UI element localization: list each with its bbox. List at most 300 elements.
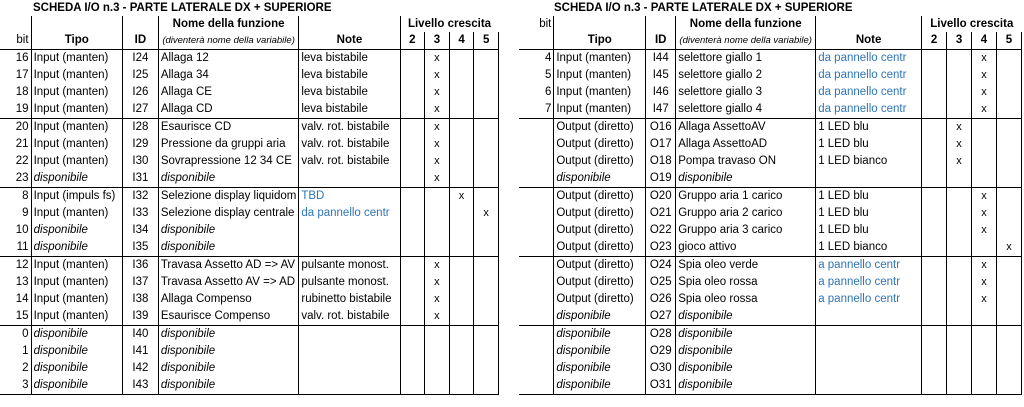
- cell-id: I36: [122, 257, 158, 275]
- cell-note: da pannello centr: [816, 101, 922, 119]
- cell-level-4: x: [972, 84, 997, 101]
- cell-level-2: [922, 67, 947, 84]
- cell-tipo: Output (diretto): [554, 188, 646, 206]
- cell-note: a pannello centr: [816, 257, 922, 275]
- cell-note: [299, 377, 400, 395]
- cell-id: I41: [122, 343, 158, 360]
- table-body: [0, 50, 499, 395]
- cell-nome: selettore giallo 3: [676, 84, 816, 101]
- cell-bit: 4: [544, 52, 552, 64]
- table-body: [519, 50, 1022, 395]
- io-sheet-right: [519, 0, 1022, 395]
- cell-level-3: [425, 188, 450, 206]
- cell-level-5: [996, 257, 1021, 275]
- cell-bit: 18: [15, 86, 29, 98]
- cell-id: I43: [122, 377, 158, 395]
- cell-tipo: disponibile: [554, 377, 646, 395]
- cell-level-3: [947, 84, 972, 101]
- cell-bit: 14: [15, 293, 29, 305]
- cell-nome: selettore giallo 2: [676, 67, 816, 84]
- cell-level-5: [996, 308, 1021, 326]
- cell-id: I35: [122, 239, 158, 257]
- cell-level-5: [996, 205, 1021, 222]
- cell-level-5: [474, 84, 499, 101]
- cell-level-3: [947, 257, 972, 275]
- cell-level-5: [474, 257, 499, 275]
- cell-level-4: x: [972, 274, 997, 291]
- table-row: [0, 205, 499, 222]
- cell-tipo: Output (diretto): [554, 205, 646, 222]
- cell-bit: 3: [0, 377, 31, 395]
- table-row: [519, 188, 1022, 206]
- cell-nome: selettore giallo 4: [676, 101, 816, 119]
- cell-id: I24: [122, 50, 158, 68]
- cell-note: 1 LED blu: [816, 119, 922, 137]
- table-row: [0, 84, 499, 101]
- cell-level-3: [947, 222, 972, 239]
- cell-level-5: [996, 84, 1021, 101]
- cell-level-5: [996, 188, 1021, 206]
- cell-tipo: Output (diretto): [554, 274, 646, 291]
- cell-nome: Esaurisce Compenso: [158, 308, 299, 326]
- cell-level-5: [996, 119, 1021, 137]
- table-row: [0, 50, 499, 68]
- cell-id: I26: [122, 84, 158, 101]
- cell-level-2: [922, 84, 947, 101]
- cell-level-2: [922, 222, 947, 239]
- cell-note: rubinetto bistabile: [299, 291, 400, 308]
- cell-bit: 17: [15, 69, 29, 81]
- cell-id: I32: [122, 188, 158, 206]
- cell-level-4: [972, 119, 997, 137]
- cell-nome: Allaga Compenso: [158, 291, 299, 308]
- cell-nome: selettore giallo 1: [676, 50, 816, 68]
- header-level-3: 3: [425, 32, 450, 50]
- cell-id: O24: [646, 257, 676, 275]
- cell-id: I27: [122, 101, 158, 119]
- cell-note: TBD: [299, 188, 400, 206]
- cell-bit: [519, 257, 554, 275]
- header-level-5: 5: [474, 32, 499, 50]
- table-row: [519, 291, 1022, 308]
- cell-id: O28: [646, 326, 676, 344]
- cell-bit: [519, 326, 554, 344]
- cell-level-5: [996, 291, 1021, 308]
- cell-level-3: [947, 239, 972, 257]
- cell-note: 1 LED blu: [816, 188, 922, 206]
- cell-level-3: x: [425, 257, 450, 275]
- table-row: [0, 239, 499, 257]
- table-row: [0, 67, 499, 84]
- cell-note: [299, 170, 400, 188]
- cell-id: I37: [122, 274, 158, 291]
- cell-level-2: [922, 153, 947, 170]
- cell-tipo: Input (manten): [31, 84, 122, 101]
- table-row: [0, 291, 499, 308]
- cell-note: [816, 377, 922, 395]
- cell-level-4: [449, 119, 474, 137]
- cell-bit: 20: [15, 121, 29, 133]
- cell-nome: disponibile: [676, 308, 816, 326]
- table-row: [0, 119, 499, 137]
- cell-level-3: [947, 188, 972, 206]
- table-row: [519, 308, 1022, 326]
- cell-tipo: disponibile: [554, 360, 646, 377]
- cell-tipo: Input (manten): [31, 50, 122, 68]
- cell-note: [816, 343, 922, 360]
- cell-level-2: [400, 170, 425, 188]
- cell-level-4: [972, 308, 997, 326]
- header-level-3: 3: [947, 32, 972, 50]
- cell-level-5: [474, 136, 499, 153]
- cell-nome: disponibile: [676, 326, 816, 344]
- cell-level-4: [449, 101, 474, 119]
- header-tipo: Tipo: [554, 32, 646, 50]
- header-nome: Nome della funzione: [158, 16, 299, 32]
- cell-level-2: [400, 188, 425, 206]
- cell-level-3: x: [425, 67, 450, 84]
- cell-level-3: [947, 291, 972, 308]
- cell-tipo: Input (manten): [554, 67, 646, 84]
- cell-nome: disponibile: [676, 377, 816, 395]
- cell-level-3: [425, 360, 450, 377]
- cell-tipo: Input (manten): [31, 119, 122, 137]
- cell-level-2: [922, 101, 947, 119]
- cell-level-3: x: [947, 136, 972, 153]
- cell-level-4: x: [449, 188, 474, 206]
- cell-tipo: Input (manten): [31, 67, 122, 84]
- cell-level-2: [400, 377, 425, 395]
- table-row: [0, 377, 499, 395]
- table-row: [0, 360, 499, 377]
- cell-level-4: [449, 67, 474, 84]
- cell-level-2: [922, 50, 947, 68]
- cell-nome: Gruppo aria 3 carico: [676, 222, 816, 239]
- io-table: [519, 16, 1022, 395]
- table-row: [0, 136, 499, 153]
- cell-tipo: Output (diretto): [554, 153, 646, 170]
- cell-level-3: x: [425, 291, 450, 308]
- header-level-4: 4: [972, 32, 997, 50]
- cell-id: I30: [122, 153, 158, 170]
- cell-level-2: [922, 360, 947, 377]
- cell-level-3: [425, 343, 450, 360]
- cell-level-2: [922, 377, 947, 395]
- cell-level-3: [425, 326, 450, 344]
- cell-note: valv. rot. bistabile: [299, 119, 400, 137]
- header-level-5: 5: [996, 32, 1021, 50]
- cell-level-5: [996, 170, 1021, 188]
- cell-level-3: [425, 377, 450, 395]
- cell-level-4: [449, 291, 474, 308]
- table-row: [0, 222, 499, 239]
- cell-note: [299, 360, 400, 377]
- cell-nome: disponibile: [158, 377, 299, 395]
- cell-level-2: [922, 291, 947, 308]
- cell-tipo: Input (manten): [31, 153, 122, 170]
- cell-id: I46: [646, 84, 676, 101]
- cell-tipo: Output (diretto): [554, 136, 646, 153]
- cell-nome: disponibile: [158, 170, 299, 188]
- cell-level-5: [996, 343, 1021, 360]
- table-row: [519, 205, 1022, 222]
- cell-bit: 12: [15, 259, 29, 271]
- cell-level-3: x: [425, 153, 450, 170]
- cell-level-5: [474, 377, 499, 395]
- header-level-2: 2: [922, 32, 947, 50]
- cell-level-3: [947, 50, 972, 68]
- cell-tipo: Input (manten): [31, 101, 122, 119]
- cell-tipo: disponibile: [31, 343, 122, 360]
- cell-id: I28: [122, 119, 158, 137]
- cell-level-4: x: [972, 188, 997, 206]
- table-row: [519, 343, 1022, 360]
- cell-level-4: x: [972, 205, 997, 222]
- header-level-4: 4: [449, 32, 474, 50]
- table-row: [0, 308, 499, 326]
- header-id: ID: [646, 32, 676, 50]
- cell-bit: 9: [22, 207, 29, 219]
- cell-level-5: [996, 222, 1021, 239]
- cell-level-4: [449, 257, 474, 275]
- cell-note: 1 LED bianco: [816, 153, 922, 170]
- cell-level-2: [400, 343, 425, 360]
- cell-level-4: [449, 222, 474, 239]
- table-row: [519, 222, 1022, 239]
- cell-level-5: [474, 343, 499, 360]
- cell-level-2: [922, 274, 947, 291]
- cell-bit: [519, 343, 554, 360]
- cell-level-3: [947, 170, 972, 188]
- cell-nome: Travasa Assetto AD => AV: [158, 257, 299, 275]
- cell-note: da pannello centr: [299, 205, 400, 222]
- cell-level-5: [474, 239, 499, 257]
- cell-bit: 13: [15, 276, 29, 288]
- cell-level-3: [947, 308, 972, 326]
- cell-level-4: [972, 170, 997, 188]
- cell-note: [299, 343, 400, 360]
- cell-note: [299, 326, 400, 344]
- cell-bit: 1: [22, 345, 29, 357]
- cell-level-2: [400, 101, 425, 119]
- cell-level-3: x: [425, 274, 450, 291]
- cell-level-4: x: [972, 50, 997, 68]
- cell-bit: 22: [15, 155, 29, 167]
- cell-level-5: [474, 101, 499, 119]
- cell-level-4: [972, 377, 997, 395]
- cell-tipo: disponibile: [554, 326, 646, 344]
- cell-tipo: Input (impuls fs): [31, 188, 122, 206]
- io-sheet-left: [0, 0, 499, 395]
- cell-level-2: [922, 239, 947, 257]
- cell-tipo: Input (manten): [31, 291, 122, 308]
- cell-nome: disponibile: [158, 343, 299, 360]
- cell-id: I31: [122, 170, 158, 188]
- cell-id: O23: [646, 239, 676, 257]
- cell-bit: [519, 239, 554, 257]
- cell-level-5: x: [474, 205, 499, 222]
- cell-id: O20: [646, 188, 676, 206]
- cell-nome: disponibile: [676, 170, 816, 188]
- cell-note: 1 LED blu: [816, 205, 922, 222]
- cell-level-4: [972, 153, 997, 170]
- cell-level-2: [400, 222, 425, 239]
- cell-nome: disponibile: [676, 360, 816, 377]
- cell-level-3: [947, 205, 972, 222]
- cell-note: leva bistabile: [299, 84, 400, 101]
- cell-level-3: x: [425, 50, 450, 68]
- table-row: [519, 326, 1022, 344]
- cell-bit: [519, 119, 554, 137]
- cell-level-3: [947, 274, 972, 291]
- cell-nome: Allaga CE: [158, 84, 299, 101]
- cell-id: O26: [646, 291, 676, 308]
- cell-tipo: disponibile: [554, 308, 646, 326]
- cell-tipo: disponibile: [31, 239, 122, 257]
- cell-level-3: x: [425, 136, 450, 153]
- cell-nome: Allaga AssettoAD: [676, 136, 816, 153]
- cell-note: pulsante monost.: [299, 257, 400, 275]
- cell-bit: [519, 136, 554, 153]
- cell-level-5: x: [996, 239, 1021, 257]
- cell-nome: Travasa Assetto AV => AD: [158, 274, 299, 291]
- cell-level-5: [996, 67, 1021, 84]
- cell-level-2: [400, 67, 425, 84]
- table-row: [519, 257, 1022, 275]
- cell-level-4: [449, 377, 474, 395]
- cell-level-3: x: [425, 119, 450, 137]
- header-nome-sub: (diventerà nome della variabile): [158, 32, 299, 50]
- cell-bit: [519, 170, 554, 188]
- header-id: ID: [122, 32, 158, 50]
- cell-id: O29: [646, 343, 676, 360]
- table-row: [519, 239, 1022, 257]
- cell-nome: Allaga AssettoAV: [676, 119, 816, 137]
- cell-bit: [519, 274, 554, 291]
- header-note: Note: [299, 32, 400, 50]
- table-row: [0, 101, 499, 119]
- cell-tipo: Output (diretto): [554, 291, 646, 308]
- cell-level-3: x: [425, 101, 450, 119]
- cell-level-2: [400, 326, 425, 344]
- cell-level-4: [449, 50, 474, 68]
- cell-bit: [519, 188, 554, 206]
- cell-bit: [519, 360, 554, 377]
- cell-level-5: [996, 153, 1021, 170]
- cell-id: I40: [122, 326, 158, 344]
- cell-bit: [519, 377, 554, 395]
- cell-bit: [519, 222, 554, 239]
- cell-level-4: [449, 239, 474, 257]
- cell-id: I44: [646, 50, 676, 68]
- cell-bit: 7: [519, 101, 554, 119]
- cell-nome: Spia oleo rossa: [676, 291, 816, 308]
- cell-note: [816, 308, 922, 326]
- cell-level-5: [474, 326, 499, 344]
- cell-note: 1 LED bianco: [816, 239, 922, 257]
- table-row: [0, 170, 499, 188]
- cell-level-3: [425, 205, 450, 222]
- cell-tipo: Input (manten): [554, 50, 646, 68]
- cell-nome: Pressione da gruppi aria: [158, 136, 299, 153]
- cell-tipo: Output (diretto): [554, 257, 646, 275]
- cell-bit: 11: [0, 239, 31, 257]
- cell-id: O30: [646, 360, 676, 377]
- cell-tipo: Output (diretto): [554, 222, 646, 239]
- cell-level-5: [474, 153, 499, 170]
- cell-tipo: Input (manten): [31, 308, 122, 326]
- cell-tipo: disponibile: [31, 360, 122, 377]
- cell-level-5: [474, 170, 499, 188]
- cell-id: I47: [646, 101, 676, 119]
- cell-nome: Spia oleo rossa: [676, 274, 816, 291]
- table-row: [519, 153, 1022, 170]
- cell-tipo: Input (manten): [31, 136, 122, 153]
- header-tipo: Tipo: [31, 32, 122, 50]
- cell-level-2: [922, 326, 947, 344]
- cell-level-5: [474, 222, 499, 239]
- cell-tipo: Input (manten): [554, 101, 646, 119]
- table-row: [0, 153, 499, 170]
- cell-level-5: [996, 50, 1021, 68]
- cell-bit: 2: [22, 362, 29, 374]
- cell-level-5: [996, 377, 1021, 395]
- cell-level-5: [996, 326, 1021, 344]
- cell-bit: 19: [0, 101, 31, 119]
- table-row: [519, 170, 1022, 188]
- cell-note: valv. rot. bistabile: [299, 308, 400, 326]
- header-nome: Nome della funzione: [676, 16, 816, 32]
- cell-tipo: Output (diretto): [554, 239, 646, 257]
- cell-level-4: x: [972, 222, 997, 239]
- cell-id: O25: [646, 274, 676, 291]
- table-row: [519, 274, 1022, 291]
- cell-level-4: [449, 360, 474, 377]
- cell-tipo: Input (manten): [31, 257, 122, 275]
- cell-nome: Esaurisce CD: [158, 119, 299, 137]
- cell-level-3: [947, 67, 972, 84]
- table-row: [519, 136, 1022, 153]
- cell-level-2: [922, 308, 947, 326]
- cell-id: O31: [646, 377, 676, 395]
- cell-level-3: [947, 360, 972, 377]
- cell-level-2: [400, 308, 425, 326]
- cell-nome: Spia oleo verde: [676, 257, 816, 275]
- cell-tipo: Input (manten): [31, 205, 122, 222]
- cell-note: [816, 360, 922, 377]
- cell-nome: Selezione display liquidom: [158, 188, 299, 206]
- cell-nome: disponibile: [158, 360, 299, 377]
- cell-tipo: disponibile: [554, 343, 646, 360]
- table-row: [0, 274, 499, 291]
- cell-level-4: [449, 326, 474, 344]
- cell-level-4: [449, 170, 474, 188]
- cell-level-4: [449, 205, 474, 222]
- cell-level-2: [400, 257, 425, 275]
- cell-note: 1 LED blu: [816, 136, 922, 153]
- cell-level-3: x: [425, 170, 450, 188]
- cell-nome: Allaga CD: [158, 101, 299, 119]
- cell-level-4: x: [972, 291, 997, 308]
- cell-id: O22: [646, 222, 676, 239]
- cell-level-3: [947, 377, 972, 395]
- table-row: [0, 188, 499, 206]
- cell-level-5: [996, 360, 1021, 377]
- cell-id: O21: [646, 205, 676, 222]
- cell-level-2: [922, 257, 947, 275]
- cell-level-2: [922, 119, 947, 137]
- cell-level-3: x: [425, 308, 450, 326]
